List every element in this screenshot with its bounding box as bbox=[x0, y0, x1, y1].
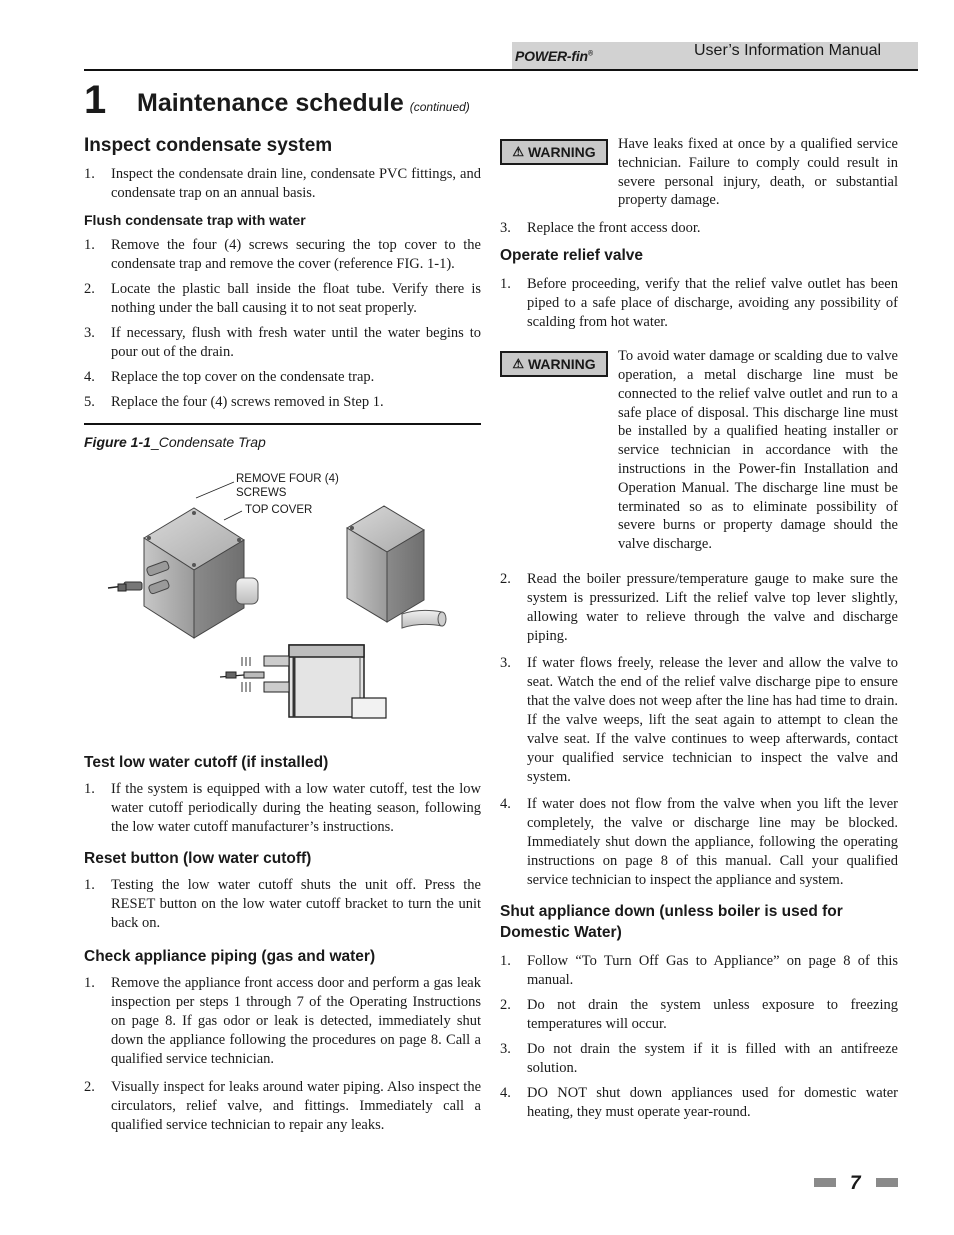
shutdown-heading: Shut appliance down (unless boiler is used for Domestic Water) bbox=[500, 902, 843, 941]
warning-badge: ⚠ WARNING bbox=[500, 351, 608, 377]
list-item bbox=[500, 996, 898, 1034]
inspect-condensate-list bbox=[84, 165, 481, 203]
list-item bbox=[500, 1040, 898, 1078]
list-item-number: 2. bbox=[84, 1079, 95, 1095]
list-item-text: Before proceeding, verify that the relief valve outlet has been piped to a safe place of discharge, avoiding any possibility of scalding from hot water. bbox=[527, 276, 898, 331]
reset-button-heading: Reset button (low water cutoff) bbox=[84, 850, 312, 867]
list-item-number: 5. bbox=[84, 394, 95, 410]
list-item-text: Inspect the condensate drain line, condensate PVC fittings, and condensate trap on an annual basis. bbox=[111, 166, 481, 201]
list-item bbox=[500, 654, 898, 787]
callout-remove-screws: REMOVE FOUR (4) SCREWS bbox=[236, 473, 339, 499]
list-item-text: Do not drain the system unless exposure to freezing temperatures will occur. bbox=[527, 996, 898, 1032]
list-item-number: 4. bbox=[500, 795, 511, 812]
reset-button-list bbox=[84, 876, 481, 933]
list-item-text: Replace the top cover on the condensate trap. bbox=[111, 369, 375, 385]
condensate-trap-figure bbox=[84, 460, 481, 742]
list-item-number: 1. bbox=[500, 276, 511, 293]
warning-leaks-text: Have leaks fixed at once by a qualified service technician. Failure to comply could result in severe personal injury, death, or substantial property damage. bbox=[618, 136, 898, 209]
relief-valve-list-continued bbox=[500, 570, 898, 890]
list-item-number: 2. bbox=[84, 281, 95, 297]
list-item-number: 3. bbox=[500, 654, 511, 671]
section-title: Maintenance schedule (continued) bbox=[137, 89, 470, 117]
list-item-number: 4. bbox=[84, 369, 95, 385]
list-item-text: Follow “To Turn Off Gas to Appliance” on page 8 of this manual. bbox=[527, 952, 898, 988]
flush-trap-heading: Flush condensate trap with water bbox=[84, 212, 306, 228]
inspect-condensate-heading: Inspect condensate system bbox=[84, 135, 333, 156]
list-item bbox=[500, 570, 898, 646]
list-item bbox=[500, 219, 898, 238]
list-item-text: Replace the four (4) screws removed in Step 1. bbox=[111, 394, 384, 410]
list-item-text: Remove the four (4) screws securing the top cover to the condensate trap and remove the cover (reference FIG. 1-1). bbox=[111, 237, 481, 272]
figure-rule bbox=[84, 423, 481, 425]
list-item bbox=[500, 275, 898, 332]
section-continued: (continued) bbox=[409, 100, 470, 114]
list-item-number: 3. bbox=[500, 220, 511, 237]
list-item-text: Read the boiler pressure/temperature gauge to make sure the system is pressurized. Lift the relief valve top lever slightly, allowing water to relieve through the valve and discharge piping. bbox=[527, 570, 898, 644]
list-item-number: 1. bbox=[84, 237, 95, 253]
list-item bbox=[84, 780, 481, 837]
lwco-list bbox=[84, 780, 481, 837]
header-rule bbox=[84, 69, 918, 71]
list-item-text: If the system is equipped with a low water cutoff, test the low water cutoff periodically during the heating season, following the low water cutoff manufacturer’s instructions. bbox=[111, 781, 481, 835]
list-item bbox=[500, 1084, 898, 1122]
piping-list bbox=[84, 974, 481, 1135]
list-item-text: If necessary, flush with fresh water until the water begins to pour out of the drain. bbox=[111, 325, 481, 360]
left-column bbox=[84, 135, 481, 1135]
list-item bbox=[84, 324, 481, 362]
footer-bar-left bbox=[814, 1178, 836, 1187]
list-item-number: 1. bbox=[84, 166, 95, 182]
list-item-number: 2. bbox=[500, 570, 511, 587]
callout-top-cover: TOP COVER bbox=[245, 504, 313, 516]
manual-title: User’s Information Manual bbox=[694, 42, 882, 59]
list-item-text: Do not drain the system if it is filled with an antifreeze solution. bbox=[527, 1040, 898, 1076]
list-item bbox=[84, 1078, 481, 1135]
list-item bbox=[84, 236, 481, 274]
list-item bbox=[84, 974, 481, 1069]
list-item-text: If water does not flow from the valve when you lift the lever completely, the valve or discharge line may be blocked. Immediately shut down the appliance, following the operating instructions on page 8 of this manual. Call your qualified service technician to inspect the appliance and system. bbox=[527, 795, 898, 888]
list-item-number: 1. bbox=[84, 975, 95, 991]
list-item bbox=[84, 876, 481, 933]
piping-heading: Check appliance piping (gas and water) bbox=[84, 948, 376, 965]
list-item bbox=[84, 280, 481, 318]
list-item bbox=[500, 795, 898, 890]
list-item bbox=[84, 165, 481, 203]
list-item bbox=[84, 393, 481, 412]
relief-valve-list bbox=[500, 275, 898, 332]
warning-triangle-icon: ⚠ bbox=[512, 356, 524, 372]
figure-caption: Figure 1-1_Condensate Trap bbox=[84, 434, 266, 450]
relief-valve-heading: Operate relief valve bbox=[500, 247, 644, 265]
section-number: 1 bbox=[84, 78, 107, 122]
warning-discharge-text: To avoid water damage or scalding due to valve operation, a metal discharge line must be connected to the relief valve outlet and run to a safe place of disposal. This discharge line must be installed by a qualified heating installer or service technician in accordance with the instructions in the Power-fin Installation and Operation Manual. The discharge line must be terminated so as to eliminate possibility of severe burns or property damage should the valve discharge. bbox=[618, 348, 898, 553]
list-item-number: 1. bbox=[84, 781, 95, 797]
warning-badge: ⚠ WARNING bbox=[500, 139, 608, 165]
list-item-number: 3. bbox=[500, 1040, 511, 1057]
list-item-text: DO NOT shut down appliances used for domestic water heating, they must operate year-round. bbox=[527, 1084, 898, 1120]
list-item-number: 3. bbox=[84, 325, 95, 341]
list-item-number: 1. bbox=[500, 952, 511, 969]
flush-trap-list bbox=[84, 236, 481, 412]
list-item-text: Replace the front access door. bbox=[527, 220, 701, 237]
brand-logo: POWER-fin® bbox=[515, 48, 593, 64]
warning-discharge bbox=[500, 347, 898, 554]
piping-list-continued bbox=[500, 219, 898, 238]
list-item-text: Locate the plastic ball inside the float tube. Verify there is nothing under the ball causing it to not seat properly. bbox=[111, 281, 481, 316]
list-item bbox=[500, 952, 898, 990]
warning-leaks bbox=[500, 135, 898, 210]
list-item-text: Visually inspect for leaks around water piping. Also inspect the circulators, relief valve, and fittings. Immediately call a qualified service technician to repair any leaks. bbox=[111, 1079, 481, 1133]
right-column bbox=[500, 135, 898, 1122]
page-number: 7 bbox=[850, 1173, 861, 1194]
footer-bar-right bbox=[876, 1178, 898, 1187]
lwco-heading: Test low water cutoff (if installed) bbox=[84, 754, 329, 771]
shutdown-list bbox=[500, 952, 898, 1122]
list-item-text: If water flows freely, release the lever and allow the valve to seat. Watch the end of the relief valve discharge pipe to ensure that the valve does not weep after the line has had time to drain. If the valve weeps, lift the seat again to attempt to clean the valve seat. If the valve continues to weep afterwards, contact your qualified service technician to inspect the valve and system. bbox=[527, 654, 898, 785]
list-item-number: 4. bbox=[500, 1084, 511, 1101]
list-item-text: Testing the low water cutoff shuts the unit off. Press the RESET button on the low water cutoff bracket to turn the unit back on. bbox=[111, 877, 481, 931]
list-item-number: 1. bbox=[84, 877, 95, 893]
warning-triangle-icon: ⚠ bbox=[512, 144, 524, 159]
list-item bbox=[84, 368, 481, 387]
list-item-number: 2. bbox=[500, 996, 511, 1013]
list-item-text: Remove the appliance front access door and perform a gas leak inspection per steps 1 through 7 of the Operating Instructions on page 8. If gas odor or leak is detected, immediately shut down the appliance following the procedures on page 8. Call a qualified service technician. bbox=[111, 975, 481, 1067]
